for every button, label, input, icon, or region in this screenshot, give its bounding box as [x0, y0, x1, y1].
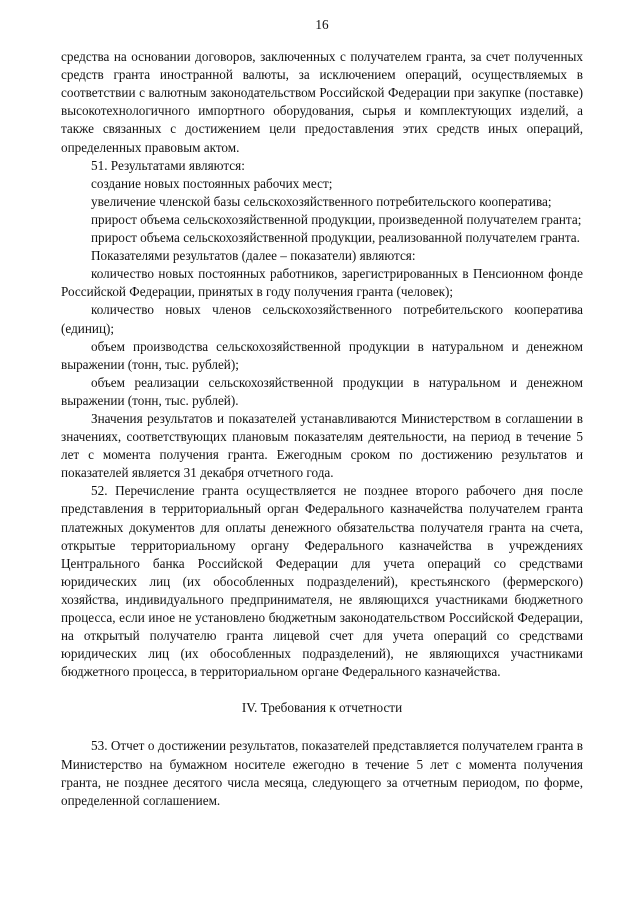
section-heading: IV. Требования к отчетности: [241, 700, 403, 716]
paragraph: 51. Результатами являются:: [91, 157, 245, 173]
paragraph: объем реализации сельскохозяйственной продукции в натуральном и денежном выражении (тонн, тыс. рублей).: [61, 374, 583, 408]
page-number: 16: [315, 17, 329, 32]
paragraph: средства на основании договоров, заключенных с получателем гранта, за счет полученных средств гранта иностранной валюты, за исключением операций, осуществляемых в соответствии с валютным законодательством Российской Федерации при закупке (поставке) высокотехнологичного импортного оборудования, сырья и комплектующих изделий, а также связанных с достижением цели предоставления этих средств иных операций, определенных правовым актом.: [61, 49, 583, 155]
document-body-bottom: [61, 737, 583, 809]
paragraph: 52. Перечисление гранта осуществляется не позднее второго рабочего дня после представления в территориальный орган Федерального казначейства получателем гранта платежных документов для оплаты денежного обязательства получателя гранта на счета, открытые территориальному органу Федерального казначейства в учреждениях Центрального банка Российской Федерации для учета операций со средствами юридических лиц (их обособленных подразделений), крестьянского (фермерского) хозяйства, индивидуального предпринимателя, не являющихся участниками бюджетного процесса, если иное не установлено бюджетным законодательством Российской Федерации, на открытый получателю гранта лицевой счет для учета операций со средствами юридических лиц (их обособленных подразделений), не являющихся участниками бюджетного процесса, в территориальном органе Федерального казначейства.: [61, 483, 583, 680]
paragraph: увеличение членской базы сельскохозяйственного потребительского кооператива;: [91, 193, 552, 209]
paragraph: прирост объема сельскохозяйственной продукции, реализованной получателем гранта.: [91, 230, 580, 246]
paragraph: создание новых постоянных рабочих мест;: [91, 175, 333, 191]
paragraph: 53. Отчет о достижении результатов, показателей представляется получателем гранта в Министерство на бумажном носителе ежегодно в течение 5 лет с момента получения гранта, не позднее десятого числа месяца, следующего за отчетным периодом, по форме, определенной соглашением.: [61, 738, 583, 808]
document-body-top: [61, 48, 583, 681]
paragraph: объем производства сельскохозяйственной продукции в натуральном и денежном выражении (тонн, тыс. рублей);: [61, 338, 583, 372]
paragraph: количество новых членов сельскохозяйственного потребительского кооператива (единиц);: [61, 302, 583, 336]
paragraph: Показателями результатов (далее – показатели) являются:: [91, 248, 416, 264]
paragraph: Значения результатов и показателей устанавливаются Министерством в соглашении в значениях, соответствующих плановым показателям деятельности, на период в течение 5 лет с момента получения гранта. Ежегодным сроком по достижению результатов и показателей является 31 декабря отчетного года.: [61, 410, 583, 481]
paragraph: количество новых постоянных работников, зарегистрированных в Пенсионном фонде Российской Федерации, принятых в году получения гранта (человек);: [61, 266, 583, 300]
paragraph: прирост объема сельскохозяйственной продукции, произведенной получателем гранта;: [91, 211, 582, 227]
